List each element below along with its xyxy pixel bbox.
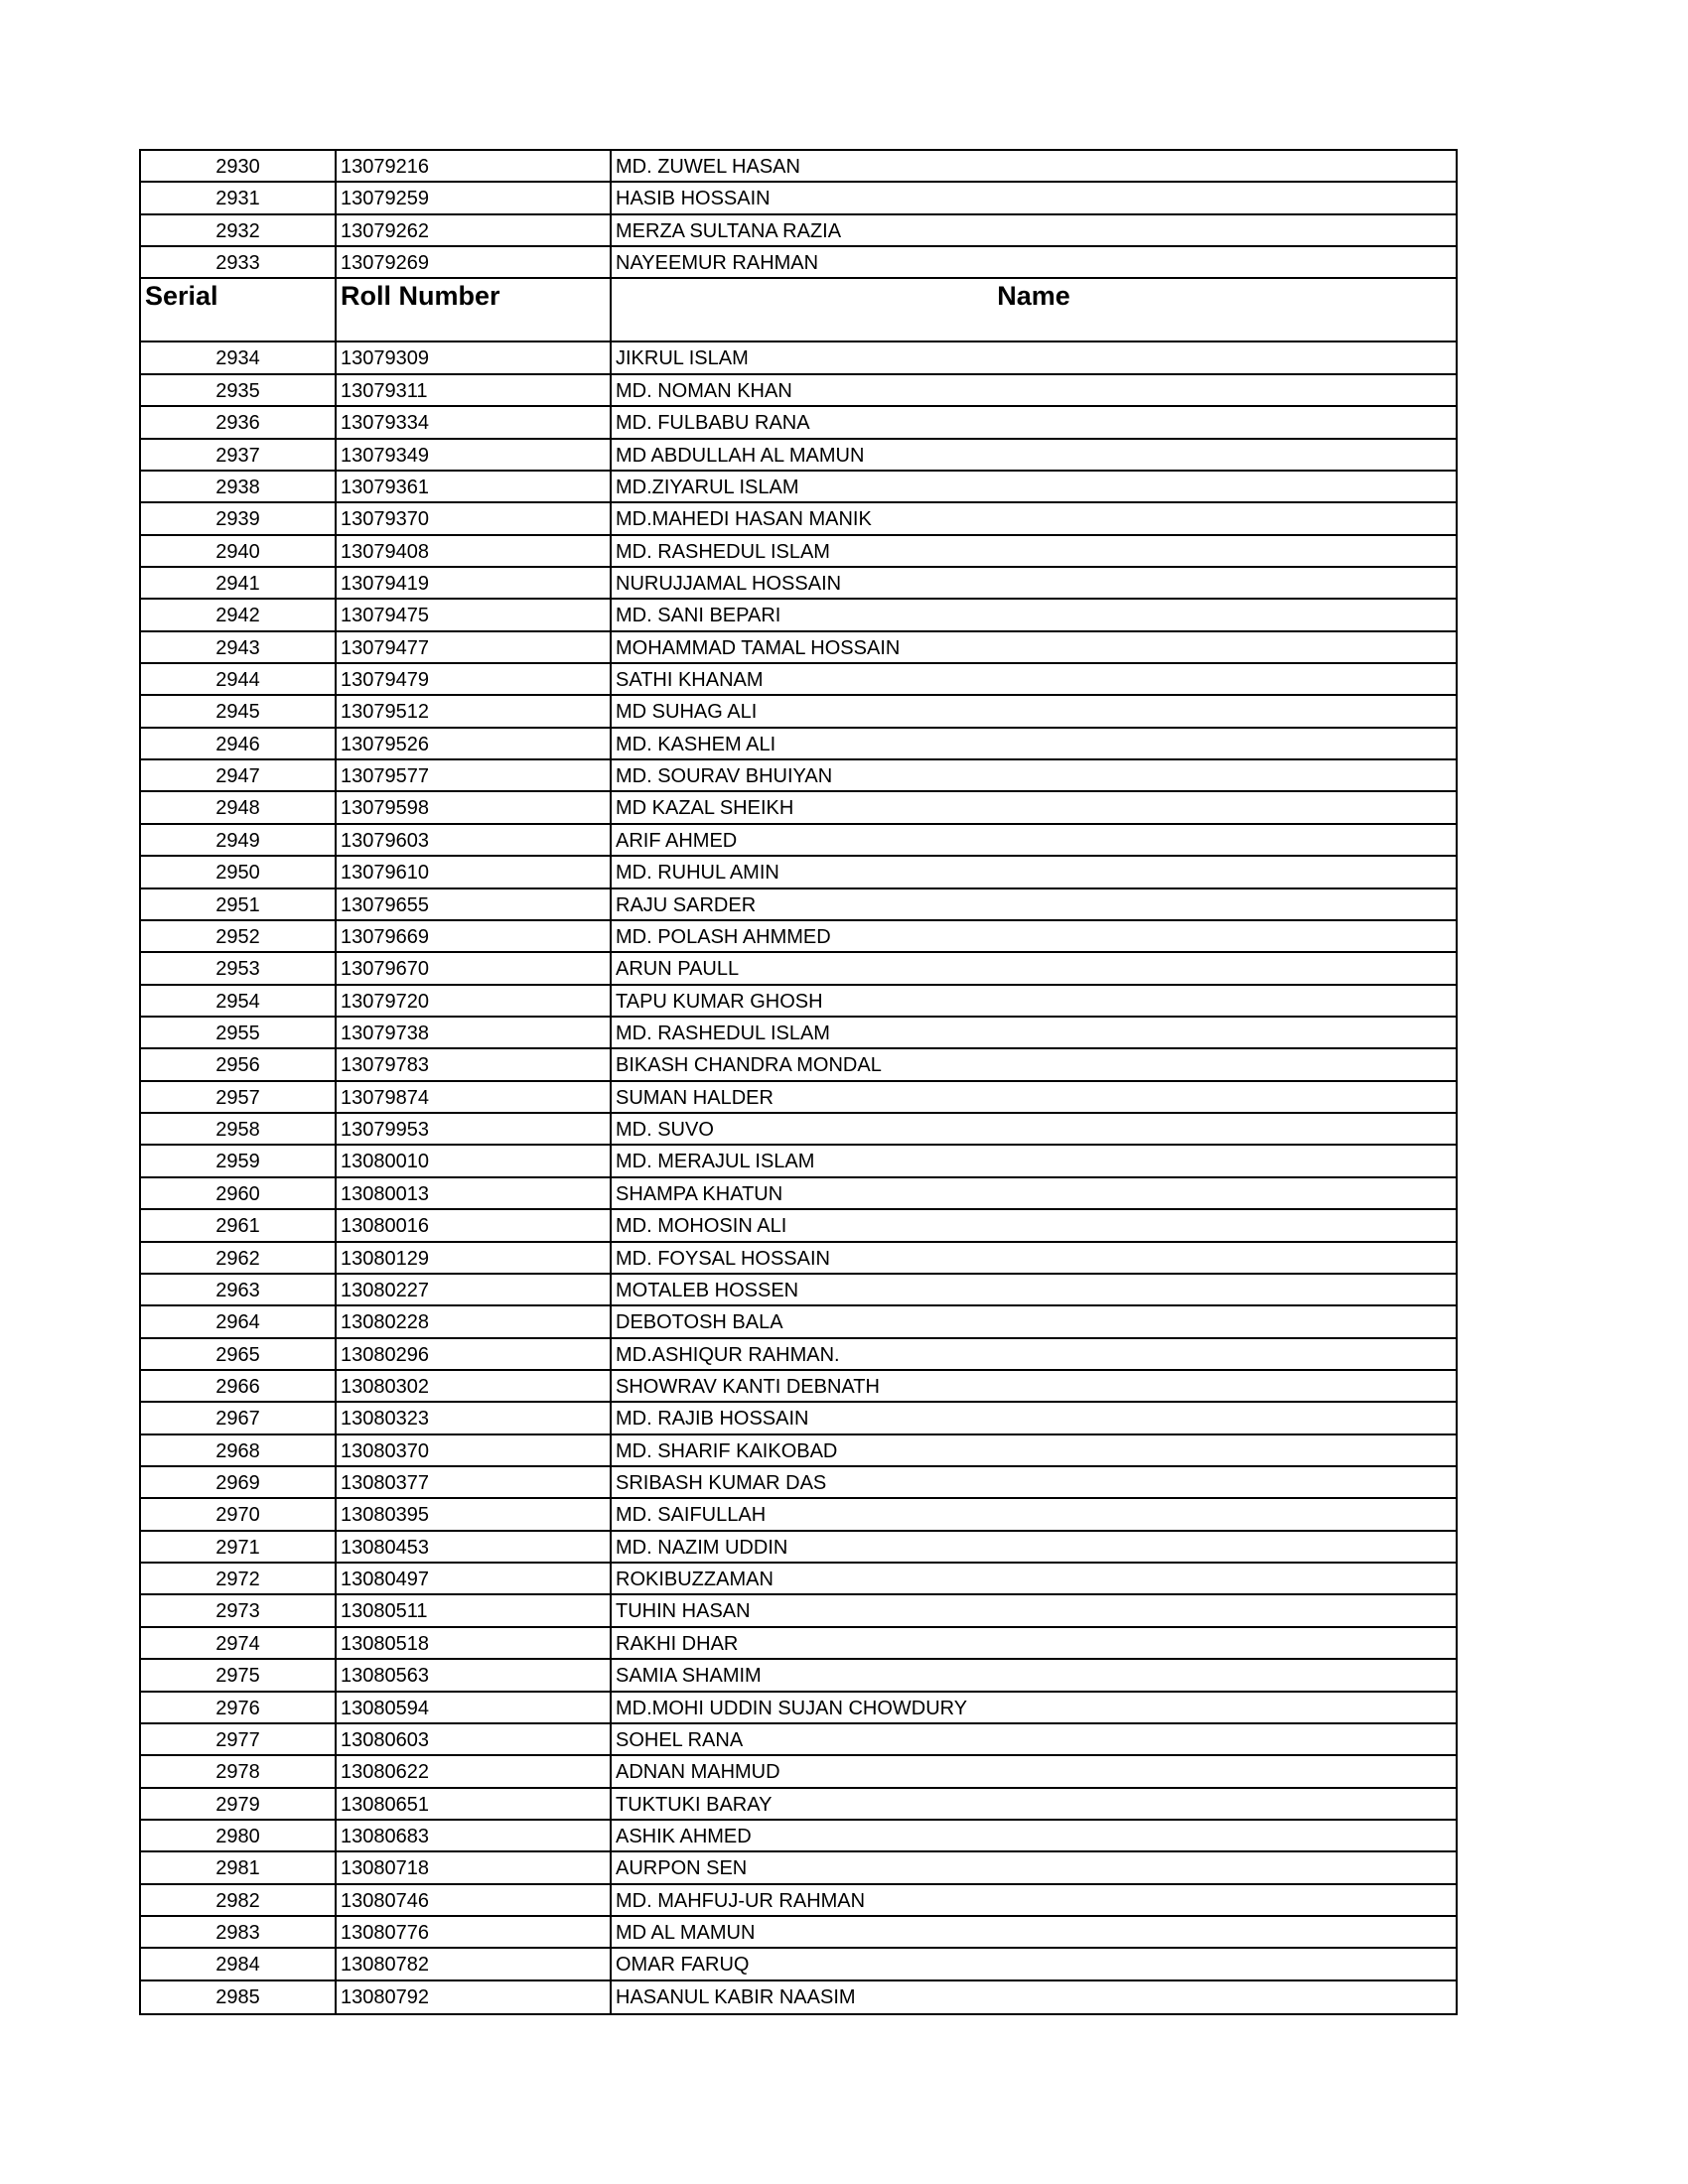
roll-number-cell: 13079370 <box>337 503 612 533</box>
roll-number-cell: 13080370 <box>337 1435 612 1465</box>
roll-number-cell: 13080622 <box>337 1756 612 1786</box>
serial-cell: 2970 <box>141 1499 337 1529</box>
serial-cell: 2977 <box>141 1724 337 1754</box>
table-row <box>141 1178 1456 1210</box>
serial-cell: 2948 <box>141 792 337 822</box>
name-cell: RAJU SARDER <box>616 893 757 916</box>
name-cell: RAKHI DHAR <box>616 1632 739 1655</box>
roll-number-cell: 13079269 <box>337 247 612 277</box>
roll-number-cell: 13079262 <box>337 215 612 245</box>
roll-number-cell: 13079419 <box>337 568 612 598</box>
name-cell: ASHIK AHMED <box>616 1825 752 1847</box>
rows-after-header <box>141 342 1456 2013</box>
name-cell: MD.MOHI UDDIN SUJAN CHOWDURY <box>616 1697 968 1719</box>
roll-number-cell: 13080746 <box>337 1885 612 1915</box>
table-row <box>141 247 1456 279</box>
name-cell: MD SUHAG ALI <box>616 701 758 724</box>
serial-cell: 2933 <box>141 247 337 277</box>
header-name: Name <box>997 281 1070 312</box>
table-row <box>141 215 1456 247</box>
serial-cell: 2932 <box>141 215 337 245</box>
roll-number-cell: 13079309 <box>337 342 612 372</box>
roll-number-cell: 13079669 <box>337 921 612 951</box>
roll-number-cell: 13080497 <box>337 1564 612 1593</box>
roll-number-cell: 13079603 <box>337 825 612 855</box>
roll-number-cell: 13079874 <box>337 1082 612 1112</box>
roll-number-cell: 13079475 <box>337 600 612 629</box>
table-row <box>141 568 1456 600</box>
table-row <box>141 1821 1456 1852</box>
table-row <box>141 1499 1456 1531</box>
name-cell: ROKIBUZZAMAN <box>616 1569 774 1591</box>
table-row <box>141 600 1456 631</box>
table-row <box>141 1532 1456 1564</box>
serial-cell: 2975 <box>141 1660 337 1690</box>
serial-cell: 2984 <box>141 1949 337 1979</box>
table-row <box>141 151 1456 183</box>
name-cell: MD. SAIFULLAH <box>616 1504 767 1527</box>
name-cell: SAMIA SHAMIM <box>616 1665 762 1688</box>
name-cell: HASIB HOSSAIN <box>616 188 771 210</box>
serial-cell: 2941 <box>141 568 337 598</box>
table-row <box>141 342 1456 374</box>
roll-number-cell: 13079670 <box>337 953 612 983</box>
table-row <box>141 825 1456 857</box>
name-cell: TUHIN HASAN <box>616 1600 751 1623</box>
table-row <box>141 1595 1456 1627</box>
name-cell: SHOWRAV KANTI DEBNATH <box>616 1375 880 1398</box>
table-row <box>141 696 1456 728</box>
table-row <box>141 1146 1456 1177</box>
table-row <box>141 1275 1456 1306</box>
table-row <box>141 472 1456 503</box>
serial-cell: 2962 <box>141 1243 337 1273</box>
name-cell: SHAMPA KHATUN <box>616 1182 783 1205</box>
table-row <box>141 1339 1456 1371</box>
table-row <box>141 760 1456 792</box>
serial-cell: 2968 <box>141 1435 337 1465</box>
name-cell: NAYEEMUR RAHMAN <box>616 252 819 275</box>
table-row <box>141 1756 1456 1788</box>
name-cell: MD. RASHEDUL ISLAM <box>616 540 830 563</box>
name-cell: JIKRUL ISLAM <box>616 347 749 370</box>
table-row <box>141 1789 1456 1821</box>
table-row <box>141 664 1456 696</box>
name-cell: MERZA SULTANA RAZIA <box>616 219 842 242</box>
serial-cell: 2978 <box>141 1756 337 1786</box>
table-row <box>141 440 1456 472</box>
serial-cell: 2969 <box>141 1467 337 1497</box>
serial-cell: 2943 <box>141 632 337 662</box>
serial-cell: 2947 <box>141 760 337 790</box>
rows-before-header <box>141 151 1456 279</box>
name-cell: MD.MAHEDI HASAN MANIK <box>616 508 872 531</box>
serial-cell: 2952 <box>141 921 337 951</box>
roll-number-cell: 13080013 <box>337 1178 612 1208</box>
serial-cell: 2935 <box>141 375 337 405</box>
table-row <box>141 1660 1456 1692</box>
roll-number-cell: 13079953 <box>337 1114 612 1144</box>
roll-number-cell: 13079361 <box>337 472 612 501</box>
name-cell: MD. MERAJUL ISLAM <box>616 1151 815 1173</box>
roll-number-cell: 13080594 <box>337 1693 612 1722</box>
roll-number-cell: 13079526 <box>337 729 612 758</box>
name-cell: MD ABDULLAH AL MAMUN <box>616 444 865 467</box>
serial-cell: 2957 <box>141 1082 337 1112</box>
roll-number-cell: 13080129 <box>337 1243 612 1273</box>
roll-number-cell: 13080511 <box>337 1595 612 1625</box>
roll-number-cell: 13079655 <box>337 889 612 919</box>
serial-cell: 2981 <box>141 1852 337 1882</box>
roll-number-cell: 13080603 <box>337 1724 612 1754</box>
name-cell: MD. FOYSAL HOSSAIN <box>616 1247 830 1270</box>
serial-cell: 2956 <box>141 1049 337 1079</box>
name-cell: MD. SOURAV BHUIYAN <box>616 765 833 788</box>
table-row <box>141 857 1456 888</box>
table-row <box>141 1724 1456 1756</box>
name-cell: MD. SANI BEPARI <box>616 605 781 627</box>
name-cell: MD. ZUWEL HASAN <box>616 156 800 178</box>
roll-number-cell: 13080302 <box>337 1371 612 1401</box>
table-row <box>141 921 1456 953</box>
name-cell: ADNAN MAHMUD <box>616 1761 780 1784</box>
serial-cell: 2954 <box>141 986 337 1016</box>
serial-cell: 2940 <box>141 536 337 566</box>
roll-number-cell: 13080323 <box>337 1403 612 1433</box>
name-cell: MD.ASHIQUR RAHMAN. <box>616 1343 840 1366</box>
roll-number-cell: 13079477 <box>337 632 612 662</box>
roll-number-cell: 13080792 <box>337 1981 612 2013</box>
serial-cell: 2955 <box>141 1018 337 1047</box>
name-cell: MD. SHARIF KAIKOBAD <box>616 1439 838 1462</box>
serial-cell: 2966 <box>141 1371 337 1401</box>
header-serial: Serial <box>141 279 337 341</box>
serial-cell: 2961 <box>141 1210 337 1240</box>
serial-cell: 2953 <box>141 953 337 983</box>
roll-number-cell: 13080395 <box>337 1499 612 1529</box>
roll-number-cell: 13080718 <box>337 1852 612 1882</box>
serial-cell: 2973 <box>141 1595 337 1625</box>
name-cell: SOHEL RANA <box>616 1728 744 1751</box>
header-roll-number: Roll Number <box>337 279 612 341</box>
roll-number-cell: 13079512 <box>337 696 612 726</box>
table-row <box>141 953 1456 985</box>
serial-cell: 2937 <box>141 440 337 470</box>
name-cell: MD. NAZIM UDDIN <box>616 1536 788 1559</box>
name-cell: ARIF AHMED <box>616 829 738 852</box>
roll-table <box>139 149 1458 2015</box>
name-cell: NURUJJAMAL HOSSAIN <box>616 572 842 595</box>
roll-number-cell: 13080453 <box>337 1532 612 1562</box>
table-row <box>141 632 1456 664</box>
serial-cell: 2945 <box>141 696 337 726</box>
roll-number-cell: 13079738 <box>337 1018 612 1047</box>
table-row <box>141 1403 1456 1434</box>
name-cell: MD. RAJIB HOSSAIN <box>616 1408 809 1431</box>
table-row <box>141 407 1456 439</box>
roll-number-cell: 13079216 <box>337 151 612 181</box>
table-row <box>141 1306 1456 1338</box>
table-row <box>141 1564 1456 1595</box>
table-row <box>141 1243 1456 1275</box>
name-cell: TUKTUKI BARAY <box>616 1793 773 1816</box>
serial-cell: 2931 <box>141 183 337 212</box>
name-cell: TAPU KUMAR GHOSH <box>616 990 823 1013</box>
serial-cell: 2959 <box>141 1146 337 1175</box>
table-row <box>141 1210 1456 1242</box>
table-row <box>141 986 1456 1018</box>
name-cell: OMAR FARUQ <box>616 1954 750 1977</box>
table-row <box>141 889 1456 921</box>
name-cell: MOHAMMAD TAMAL HOSSAIN <box>616 636 901 659</box>
roll-number-cell: 13079610 <box>337 857 612 887</box>
table-row <box>141 792 1456 824</box>
serial-cell: 2979 <box>141 1789 337 1819</box>
serial-cell: 2958 <box>141 1114 337 1144</box>
serial-cell: 2950 <box>141 857 337 887</box>
name-cell: SRIBASH KUMAR DAS <box>616 1472 827 1495</box>
roll-number-cell: 13079408 <box>337 536 612 566</box>
serial-cell: 2939 <box>141 503 337 533</box>
roll-number-cell: 13079311 <box>337 375 612 405</box>
roll-number-cell: 13079783 <box>337 1049 612 1079</box>
roll-number-cell: 13079334 <box>337 407 612 437</box>
roll-number-cell: 13080010 <box>337 1146 612 1175</box>
roll-number-cell: 13080377 <box>337 1467 612 1497</box>
table-row <box>141 536 1456 568</box>
table-row <box>141 1082 1456 1114</box>
serial-cell: 2971 <box>141 1532 337 1562</box>
table-row <box>141 1018 1456 1049</box>
roll-number-cell: 13079720 <box>337 986 612 1016</box>
table-row <box>141 1949 1456 1980</box>
roll-number-cell: 13080518 <box>337 1628 612 1658</box>
table-row <box>141 1917 1456 1949</box>
name-cell: MD. RASHEDUL ISLAM <box>616 1022 830 1044</box>
table-row <box>141 375 1456 407</box>
serial-cell: 2946 <box>141 729 337 758</box>
table-row <box>141 503 1456 535</box>
name-cell: HASANUL KABIR NAASIM <box>616 1985 856 2008</box>
name-cell: AURPON SEN <box>616 1857 748 1880</box>
table-row <box>141 1435 1456 1467</box>
serial-cell: 2965 <box>141 1339 337 1369</box>
serial-cell: 2951 <box>141 889 337 919</box>
table-row <box>141 1981 1456 2013</box>
table-row <box>141 1114 1456 1146</box>
serial-cell: 2964 <box>141 1306 337 1336</box>
roll-number-cell: 13079598 <box>337 792 612 822</box>
roll-number-cell: 13080227 <box>337 1275 612 1304</box>
table-row <box>141 1371 1456 1403</box>
name-cell: MOTALEB HOSSEN <box>616 1279 799 1301</box>
roll-number-cell: 13080683 <box>337 1821 612 1850</box>
name-cell: MD. FULBABU RANA <box>616 412 810 435</box>
name-cell: MD. RUHUL AMIN <box>616 862 779 885</box>
name-cell: MD. NOMAN KHAN <box>616 379 792 402</box>
name-cell: ARUN PAULL <box>616 958 740 981</box>
roll-number-cell: 13080651 <box>337 1789 612 1819</box>
serial-cell: 2942 <box>141 600 337 629</box>
serial-cell: 2980 <box>141 1821 337 1850</box>
serial-cell: 2930 <box>141 151 337 181</box>
roll-number-cell: 13080563 <box>337 1660 612 1690</box>
serial-cell: 2949 <box>141 825 337 855</box>
serial-cell: 2963 <box>141 1275 337 1304</box>
name-cell: MD. POLASH AHMMED <box>616 925 831 948</box>
table-row <box>141 1467 1456 1499</box>
serial-cell: 2974 <box>141 1628 337 1658</box>
serial-cell: 2976 <box>141 1693 337 1722</box>
name-cell: MD AL MAMUN <box>616 1922 756 1945</box>
table-header-row <box>141 279 1456 342</box>
table-row <box>141 1628 1456 1660</box>
name-cell: SUMAN HALDER <box>616 1086 774 1109</box>
name-cell: MD.ZIYARUL ISLAM <box>616 476 799 498</box>
roll-number-cell: 13079479 <box>337 664 612 694</box>
roll-number-cell: 13079349 <box>337 440 612 470</box>
roll-number-cell: 13080296 <box>337 1339 612 1369</box>
serial-cell: 2972 <box>141 1564 337 1593</box>
table-row <box>141 183 1456 214</box>
table-row <box>141 1852 1456 1884</box>
serial-cell: 2967 <box>141 1403 337 1433</box>
serial-cell: 2982 <box>141 1885 337 1915</box>
serial-cell: 2960 <box>141 1178 337 1208</box>
name-cell: MD. MOHOSIN ALI <box>616 1215 787 1238</box>
serial-cell: 2983 <box>141 1917 337 1947</box>
name-cell: MD. SUVO <box>616 1119 714 1142</box>
roll-number-cell: 13079577 <box>337 760 612 790</box>
table-row <box>141 729 1456 760</box>
serial-cell: 2934 <box>141 342 337 372</box>
roll-number-cell: 13080228 <box>337 1306 612 1336</box>
roll-number-cell: 13079259 <box>337 183 612 212</box>
roll-number-cell: 13080782 <box>337 1949 612 1979</box>
roll-number-cell: 13080016 <box>337 1210 612 1240</box>
serial-cell: 2944 <box>141 664 337 694</box>
serial-cell: 2985 <box>141 1981 337 2013</box>
name-cell: SATHI KHANAM <box>616 669 764 692</box>
name-cell: BIKASH CHANDRA MONDAL <box>616 1054 882 1077</box>
table-row <box>141 1049 1456 1081</box>
name-cell: MD KAZAL SHEIKH <box>616 797 794 820</box>
table-row <box>141 1885 1456 1917</box>
roll-number-cell: 13080776 <box>337 1917 612 1947</box>
serial-cell: 2936 <box>141 407 337 437</box>
name-cell: DEBOTOSH BALA <box>616 1311 783 1334</box>
table-row <box>141 1693 1456 1724</box>
serial-cell: 2938 <box>141 472 337 501</box>
name-cell: MD. KASHEM ALI <box>616 733 776 755</box>
name-cell: MD. MAHFUJ-UR RAHMAN <box>616 1889 866 1912</box>
